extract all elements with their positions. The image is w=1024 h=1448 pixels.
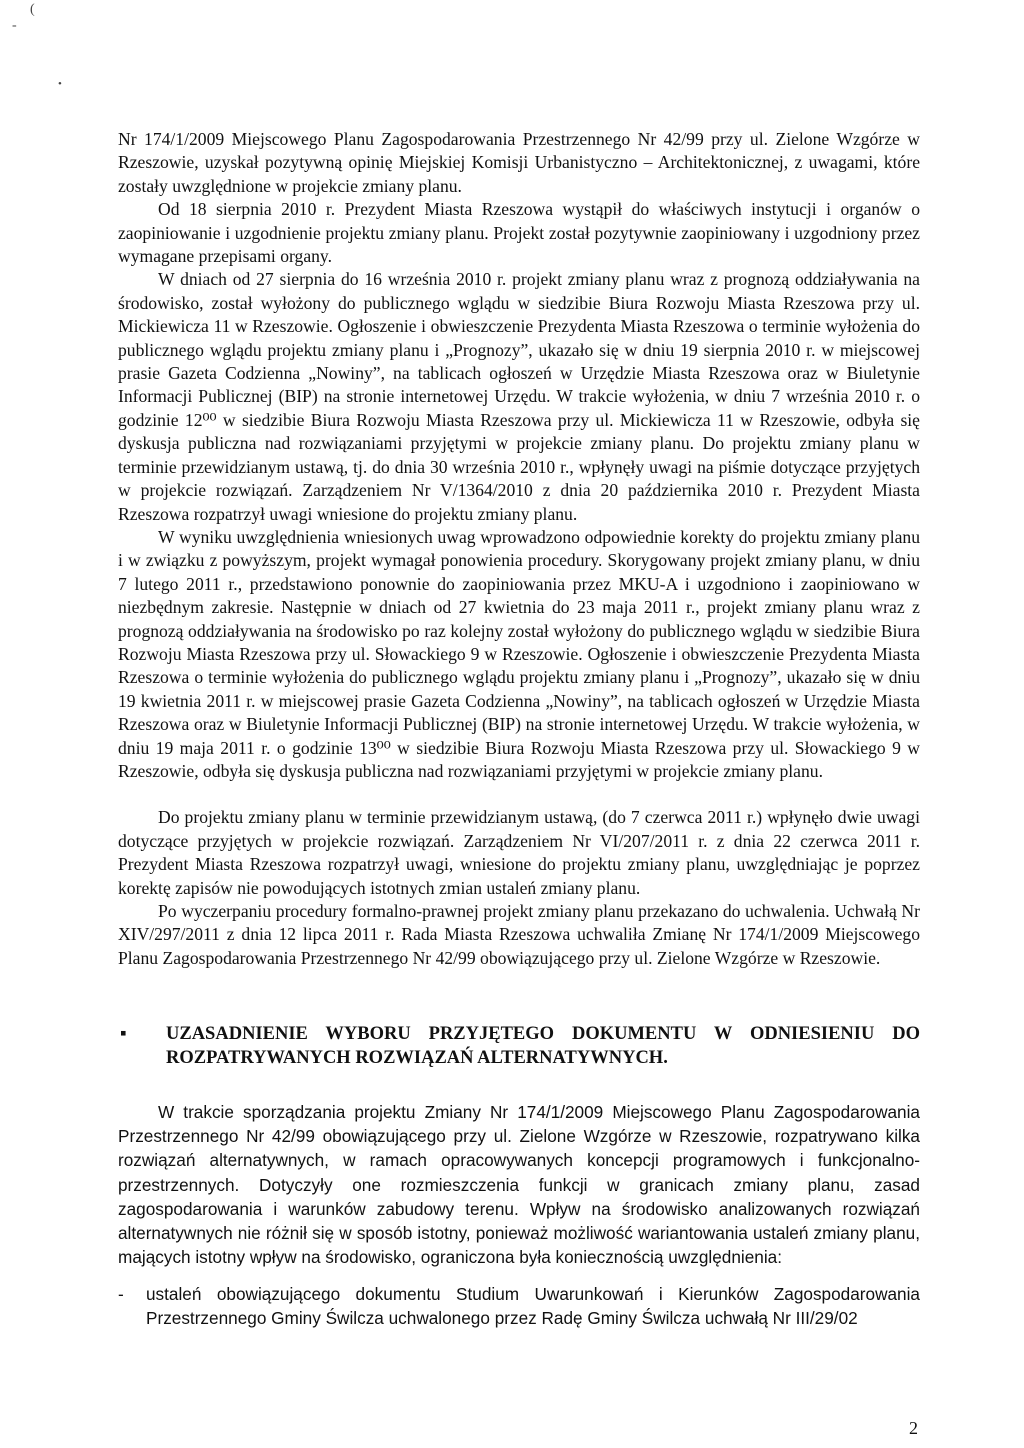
- list-item-text: ustaleń obowiązującego dokumentu Studium Uwarunkowań i Kierunków Zagospodarowania Przestrzennego Gminy Świlcza uchwalonego przez Radę Gminy Świlcza uchwałą Nr III/29/02: [146, 1284, 920, 1329]
- paragraph-first-exposition: W dniach od 27 sierpnia do 16 września 2010 r. projekt zmiany planu wraz z prognozą oddziaływania na środowisko, został wyłożony do publicznego wglądu w siedzibie Biura Rozwoju Miasta Rzeszowa przy ul. Mickiewicza 11 w Rzeszowie. Ogłoszenie i obwieszczenie Prezydenta Miasta Rzeszowa o terminie wyłożenia do publicznego wglądu projektu zmiany planu i „Prognozy”, ukazało się w dniu 19 sierpnia 2010 r. w miejscowej prasie Gazeta Codzienna „Nowiny”, na tablicach ogłoszeń w Urzędzie Miasta Rzeszowa oraz w Biuletynie Informacji Publicznej (BIP) na stronie internetowej Urzędu. W trakcie wyłożenia, w dniu 7 września 2010 r. o godzinie 12⁰⁰ w siedzibie Biura Rozwoju Miasta Rzeszowa przy ul. Mickiewicza 11 w Rzeszowie, odbyła się dyskusja publiczna nad rozwiązaniami przyjętymi w projekcie zmiany planu. Do projektu zmiany planu w terminie przewidzianym ustawą, tj. do dnia 30 września 2010 r., wpłynęły uwagi na piśmie dotyczące przyjętych w projekcie rozwiązań. Zarządzeniem Nr V/1364/2010 z dnia 20 października 2010 r. Prezydent Miasta Rzeszowa rozpatrzył uwagi wniesione do projektu zmiany planu.: [118, 269, 920, 524]
- page-number: 2: [909, 1418, 918, 1438]
- scan-artifact-dot: •: [58, 78, 62, 90]
- scan-artifact-dash: -: [12, 18, 17, 33]
- main-text-block: [118, 128, 920, 970]
- section-heading-text: UZASADNIENIE WYBORU PRZYJĘTEGO DOKUMENTU W ODNIESIENIU DO ROZPATRYWANYCH ROZWIĄZAŃ ALTERNATYWNYCH.: [166, 1024, 920, 1068]
- paragraph-second-exposition: W wyniku uwzględnienia wniesionych uwag wprowadzono odpowiednie korekty do projektu zmiany planu i w związku z powyższym, projekt wymagał ponowienia procedury. Skorygowany projekt zmiany planu, w dniu 7 lutego 2011 r., przedstawiono ponownie do zaopiniowania przez MKU-A i uzgodniono i zaopiniowano w niezbędnym zakresie. Następnie w dniach od 27 kwietnia do 23 maja 2011 r., projekt zmiany planu wraz z prognozą oddziaływania na środowisko po raz kolejny został wyłożony do publicznego wglądu w siedzibie Biura Rozwoju Miasta Rzeszowa przy ul. Słowackiego 9 w Rzeszowie. Ogłoszenie i obwieszczenie Prezydenta Miasta Rzeszowa o terminie wyłożenia do publicznego wglądu projektu zmiany planu i „Prognozy”, ukazało się w dniu 19 kwietnia 2011 r. w miejscowej prasie Gazeta Codzienna „Nowiny”, na tablicach ogłoszeń w Urzędzie Miasta Rzeszowa oraz w Biuletynie Informacji Publicznej (BIP) na stronie internetowej Urzędu. W trakcie wyłożenia, w dniu 19 maja 2011 r. o godzinie 13⁰⁰ w siedzibie Biura Rozwoju Miasta Rzeszowa przy ul. Słowackiego 9 w Rzeszowie, odbyła się dyskusja publiczna nad rozwiązaniami przyjętymi w projekcie zmiany planu.: [118, 526, 920, 781]
- section-text-block: [118, 1100, 920, 1269]
- paragraph-alternatives: W trakcie sporządzania projektu Zmiany Nr 174/1/2009 Miejscowego Planu Zagospodarowania Przestrzennego Nr 42/99 obowiązującego przy ul. Zielone Wzgórze w Rzeszowie, rozpatrywano kilka rozwiązań alternatywnych, w ramach opracowywanych koncepcji programowych i funkcjonalno-przestrzennych. Dotyczyły one rozmieszczenia funkcji w granicach zmiany planu, zasad zagospodarowania i warunków zabudowy terenu. Wpływ na środowisko analizowanych rozwiązań alternatywnych nie różnił się w sposób istotny, ponieważ możliwość wariantowania ustaleń zmiany planu, mających istotny wpływ na środowisko, ograniczona była koniecznością uwzględnienia:: [118, 1102, 920, 1268]
- paragraph-consultation: Od 18 sierpnia 2010 r. Prezydent Miasta Rzeszowa wystąpił do właściwych instytucji i organów o zaopiniowanie i uzgodnienie projektu zmiany planu. Projekt został pozytywnie zaopiniowany i uzgodniony przez wymagane przepisami organy.: [118, 199, 920, 267]
- section-heading: [118, 1022, 920, 1070]
- list-item: [118, 1282, 920, 1330]
- dash-bullet-icon: -: [118, 1284, 124, 1304]
- paragraph-remarks: Do projektu zmiany planu w terminie przewidzianym ustawą, (do 7 czerwca 2011 r.) wpłynęło dwie uwagi dotyczące przyjętych w projekcie rozwiązań. Zarządzeniem Nr VI/207/2011 r. z dnia 22 czerwca 2011 r. Prezydent Miasta Rzeszowa rozpatrzył uwagi, wniesione do projektu zmiany planu, uwzględniając je poprzez korektę zapisów nie powodujących istotnych zmian ustaleń zmiany planu.: [118, 807, 920, 898]
- scan-artifact-top: (: [30, 2, 35, 17]
- paragraph-opening: Nr 174/1/2009 Miejscowego Planu Zagospodarowania Przestrzennego Nr 42/99 przy ul. Zielone Wzgórze w Rzeszowie, uzyskał pozytywną opinię Miejskiej Komisji Urbanistyczno – Architektonicznej, z uwagami, które zostały uwzględnione w projekcie zmiany planu.: [118, 129, 920, 196]
- paragraph-adoption: Po wyczerpaniu procedury formalno-prawnej projekt zmiany planu przekazano do uchwalenia. Uchwałą Nr XIV/297/2011 z dnia 12 lipca 2011 r. Rada Miasta Rzeszowa uchwaliła Zmianę Nr 174/1/2009 Miejscowego Planu Zagospodarowania Przestrzennego Nr 42/99 obowiązującego przy ul. Zielone Wzgórze w Rzeszowie.: [118, 901, 920, 968]
- bullet-icon: ▪: [120, 1024, 127, 1044]
